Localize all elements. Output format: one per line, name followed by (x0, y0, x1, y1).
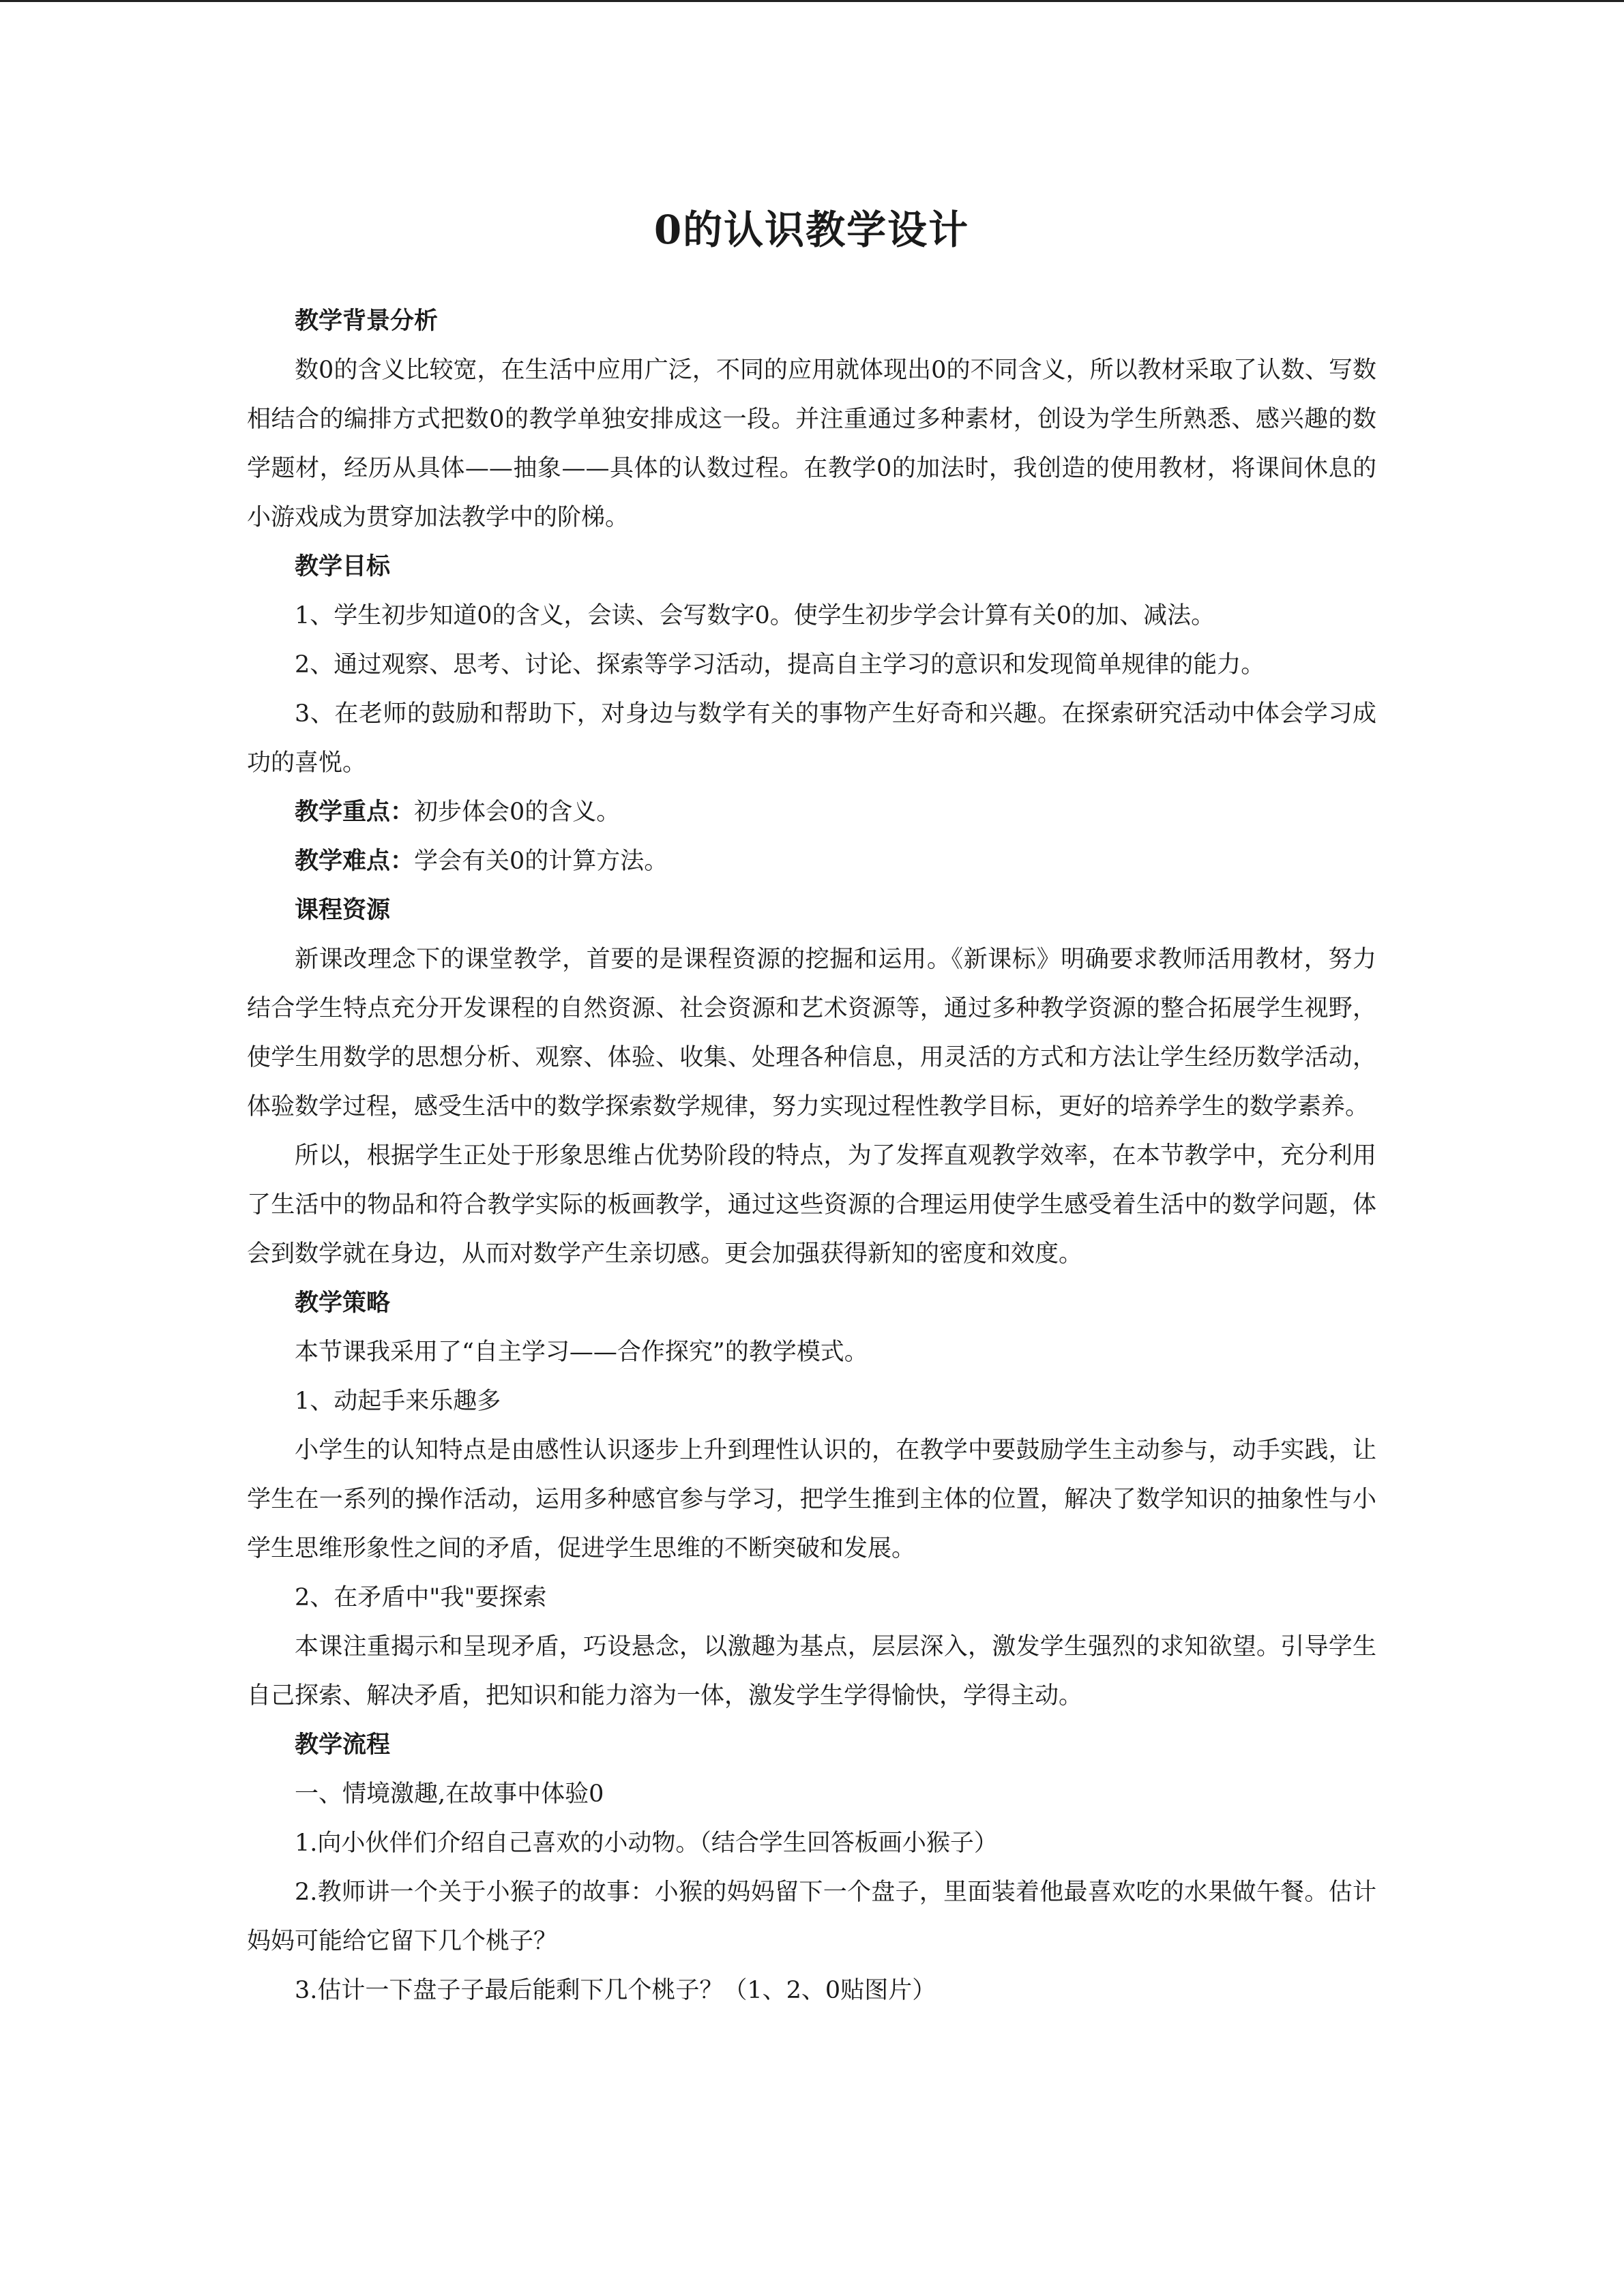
difficulty-line (247, 837, 1376, 886)
objective-item-3: 3、在老师的鼓励和帮助下，对身边与数学有关的事物产生好奇和兴趣。在探索研究活动中体会学习成功的喜悦。 (247, 700, 1376, 777)
section-heading-strategy: 教学策略 (295, 1289, 391, 1317)
strategy-item-1-title: 1、动起手来乐趣多 (295, 1388, 501, 1416)
paragraph-resources-2: 所以，根据学生正处于形象思维占优势阶段的特点，为了发挥直观教学效率，在本节教学中，充分利用了生活中的物品和符合教学实际的板画教学，通过这些资源的合理运用使学生感受着生活中的数学问题，体会到数学就在身边，从而对数学产生亲切感。更会加强获得新知的密度和效度。 (247, 1142, 1376, 1268)
key-point-line (247, 788, 1376, 837)
objective-item-1: 1、学生初步知道0的含义，会读、会写数字0。使学生初步学会计算有关0的加、减法。 (295, 602, 1215, 630)
process-step-1-item-3: 3.估计一下盘子子最后能剩下几个桃子？（1、2、0贴图片） (295, 1977, 936, 2005)
process-step-1-title: 一、情境激趣,在故事中体验0 (295, 1780, 604, 1808)
document-page (247, 205, 1376, 2015)
process-step-1-item-2: 2.教师讲一个关于小猴子的故事：小猴的妈妈留下一个盘子，里面装着他最喜欢吃的水果做午餐。估计妈妈可能给它留下几个桃子？ (247, 1879, 1376, 1956)
section-heading-background: 教学背景分析 (295, 307, 439, 336)
paragraph-background: 数0的含义比较宽，在生活中应用广泛，不同的应用就体现出0的不同含义，所以教材采取了认数、写数相结合的编排方式把数0的教学单独安排成这一段。并注重通过多种素材，创设为学生所熟悉、感兴趣的数学题材，经历从具体——抽象——具体的认数过程。在教学0的加法时，我创造的使用教材，将课间休息的小游戏成为贯穿加法教学中的阶梯。 (247, 357, 1376, 532)
strategy-item-1-body: 小学生的认知特点是由感性认识逐步上升到理性认识的，在教学中要鼓励学生主动参与，动手实践，让学生在一系列的操作活动，运用多种感官参与学习，把学生推到主体的位置，解决了数学知识的抽象性与小学生思维形象性之间的矛盾，促进学生思维的不断突破和发展。 (247, 1437, 1376, 1563)
key-point-label: 教学重点： (295, 798, 415, 826)
section-heading-process: 教学流程 (295, 1731, 391, 1759)
strategy-item-2-body: 本课注重揭示和呈现矛盾，巧设悬念，以激趣为基点，层层深入，激发学生强烈的求知欲望。引导学生自己探索、解决矛盾，把知识和能力溶为一体，激发学生学得愉快，学得主动。 (247, 1633, 1376, 1710)
process-step-1-item-1: 1.向小伙伴们介绍自己喜欢的小动物。（结合学生回答板画小猴子） (295, 1830, 998, 1858)
paragraph-resources-1: 新课改理念下的课堂教学，首要的是课程资源的挖掘和运用。《新课标》明确要求教师活用教材，努力结合学生特点充分开发课程的自然资源、社会资源和艺术资源等，通过多种教学资源的整合拓展学生视野，使学生用数学的思想分析、观察、体验、收集、处理各种信息，用灵活的方式和方法让学生经历数学活动，体验数学过程，感受生活中的数学探索数学规律，努力实现过程性教学目标，更好的培养学生的数学素养。 (247, 946, 1376, 1121)
paragraph-strategy-intro: 本节课我采用了“自主学习——合作探究”的教学模式。 (295, 1339, 868, 1367)
key-point-text: 初步体会0的含义。 (414, 799, 621, 826)
section-heading-resources: 课程资源 (295, 896, 391, 925)
strategy-item-2-title: 2、在矛盾中"我"要探索 (295, 1584, 547, 1612)
difficulty-label: 教学难点： (295, 847, 415, 876)
document-title: 0的认识教学设计 (653, 207, 970, 253)
difficulty-text: 学会有关0的计算方法。 (414, 848, 668, 876)
section-heading-objectives: 教学目标 (295, 552, 391, 581)
top-border-line (0, 0, 1624, 2)
objective-item-2: 2、通过观察、思考、讨论、探索等学习活动，提高自主学习的意识和发现简单规律的能力。 (295, 651, 1265, 679)
